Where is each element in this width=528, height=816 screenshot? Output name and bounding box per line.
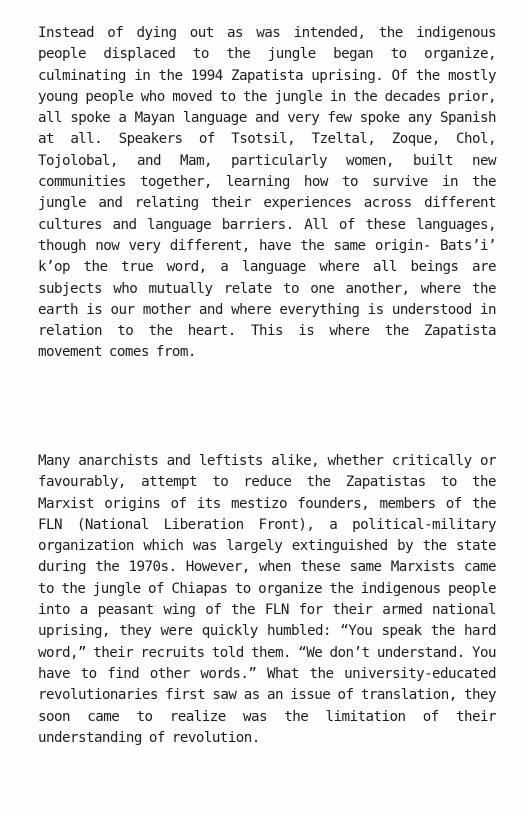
body-paragraph: Instead of dying out as was intended, the indigenous people displaced to the jungle began to organize, culminating in the 1994 Zapatista uprising. Of the mostly young people who moved to the jungle in the decades prior, all spoke a Mayan language and very few spoke any Spanish at all. Speakers of Tsotsil, Tzeltal, Zoque, Chol, Tojolobal, and Mam, particularly women, built new communities together, learning how to survive in the jungle and relating their experiences across different cultures and language barriers. All of these languages, though now very different, have the same origin- Bats’i’ k’op the true word, a language where all beings are subjects who mutually relate to one another, where the earth is our mother and where everything is understood in relation to the heart. This is where the Zapatista movement comes from. <box>38 25 496 361</box>
body-paragraph: Many anarchists and leftists alike, whether critically or favourably, attempt to reduce the Zapatistas to the Marxist origins of its mestizo founders, members of the FLN (National Liberation Front), a political-military organization which was largely extinguished by the state during the 1970s. However, when these same Marxists came to the jungle of Chiapas to organize the indigenous people into a peasant wing of the FLN for their armed national uprising, they were quickly humbled: “You speak the hard word,” their recruits told them. “We don’t understand. You have to find other words.” What the university-educated revolutionaries first saw as an issue of translation, they soon came to realize was the limitation of their understanding of revolution. <box>38 453 496 746</box>
